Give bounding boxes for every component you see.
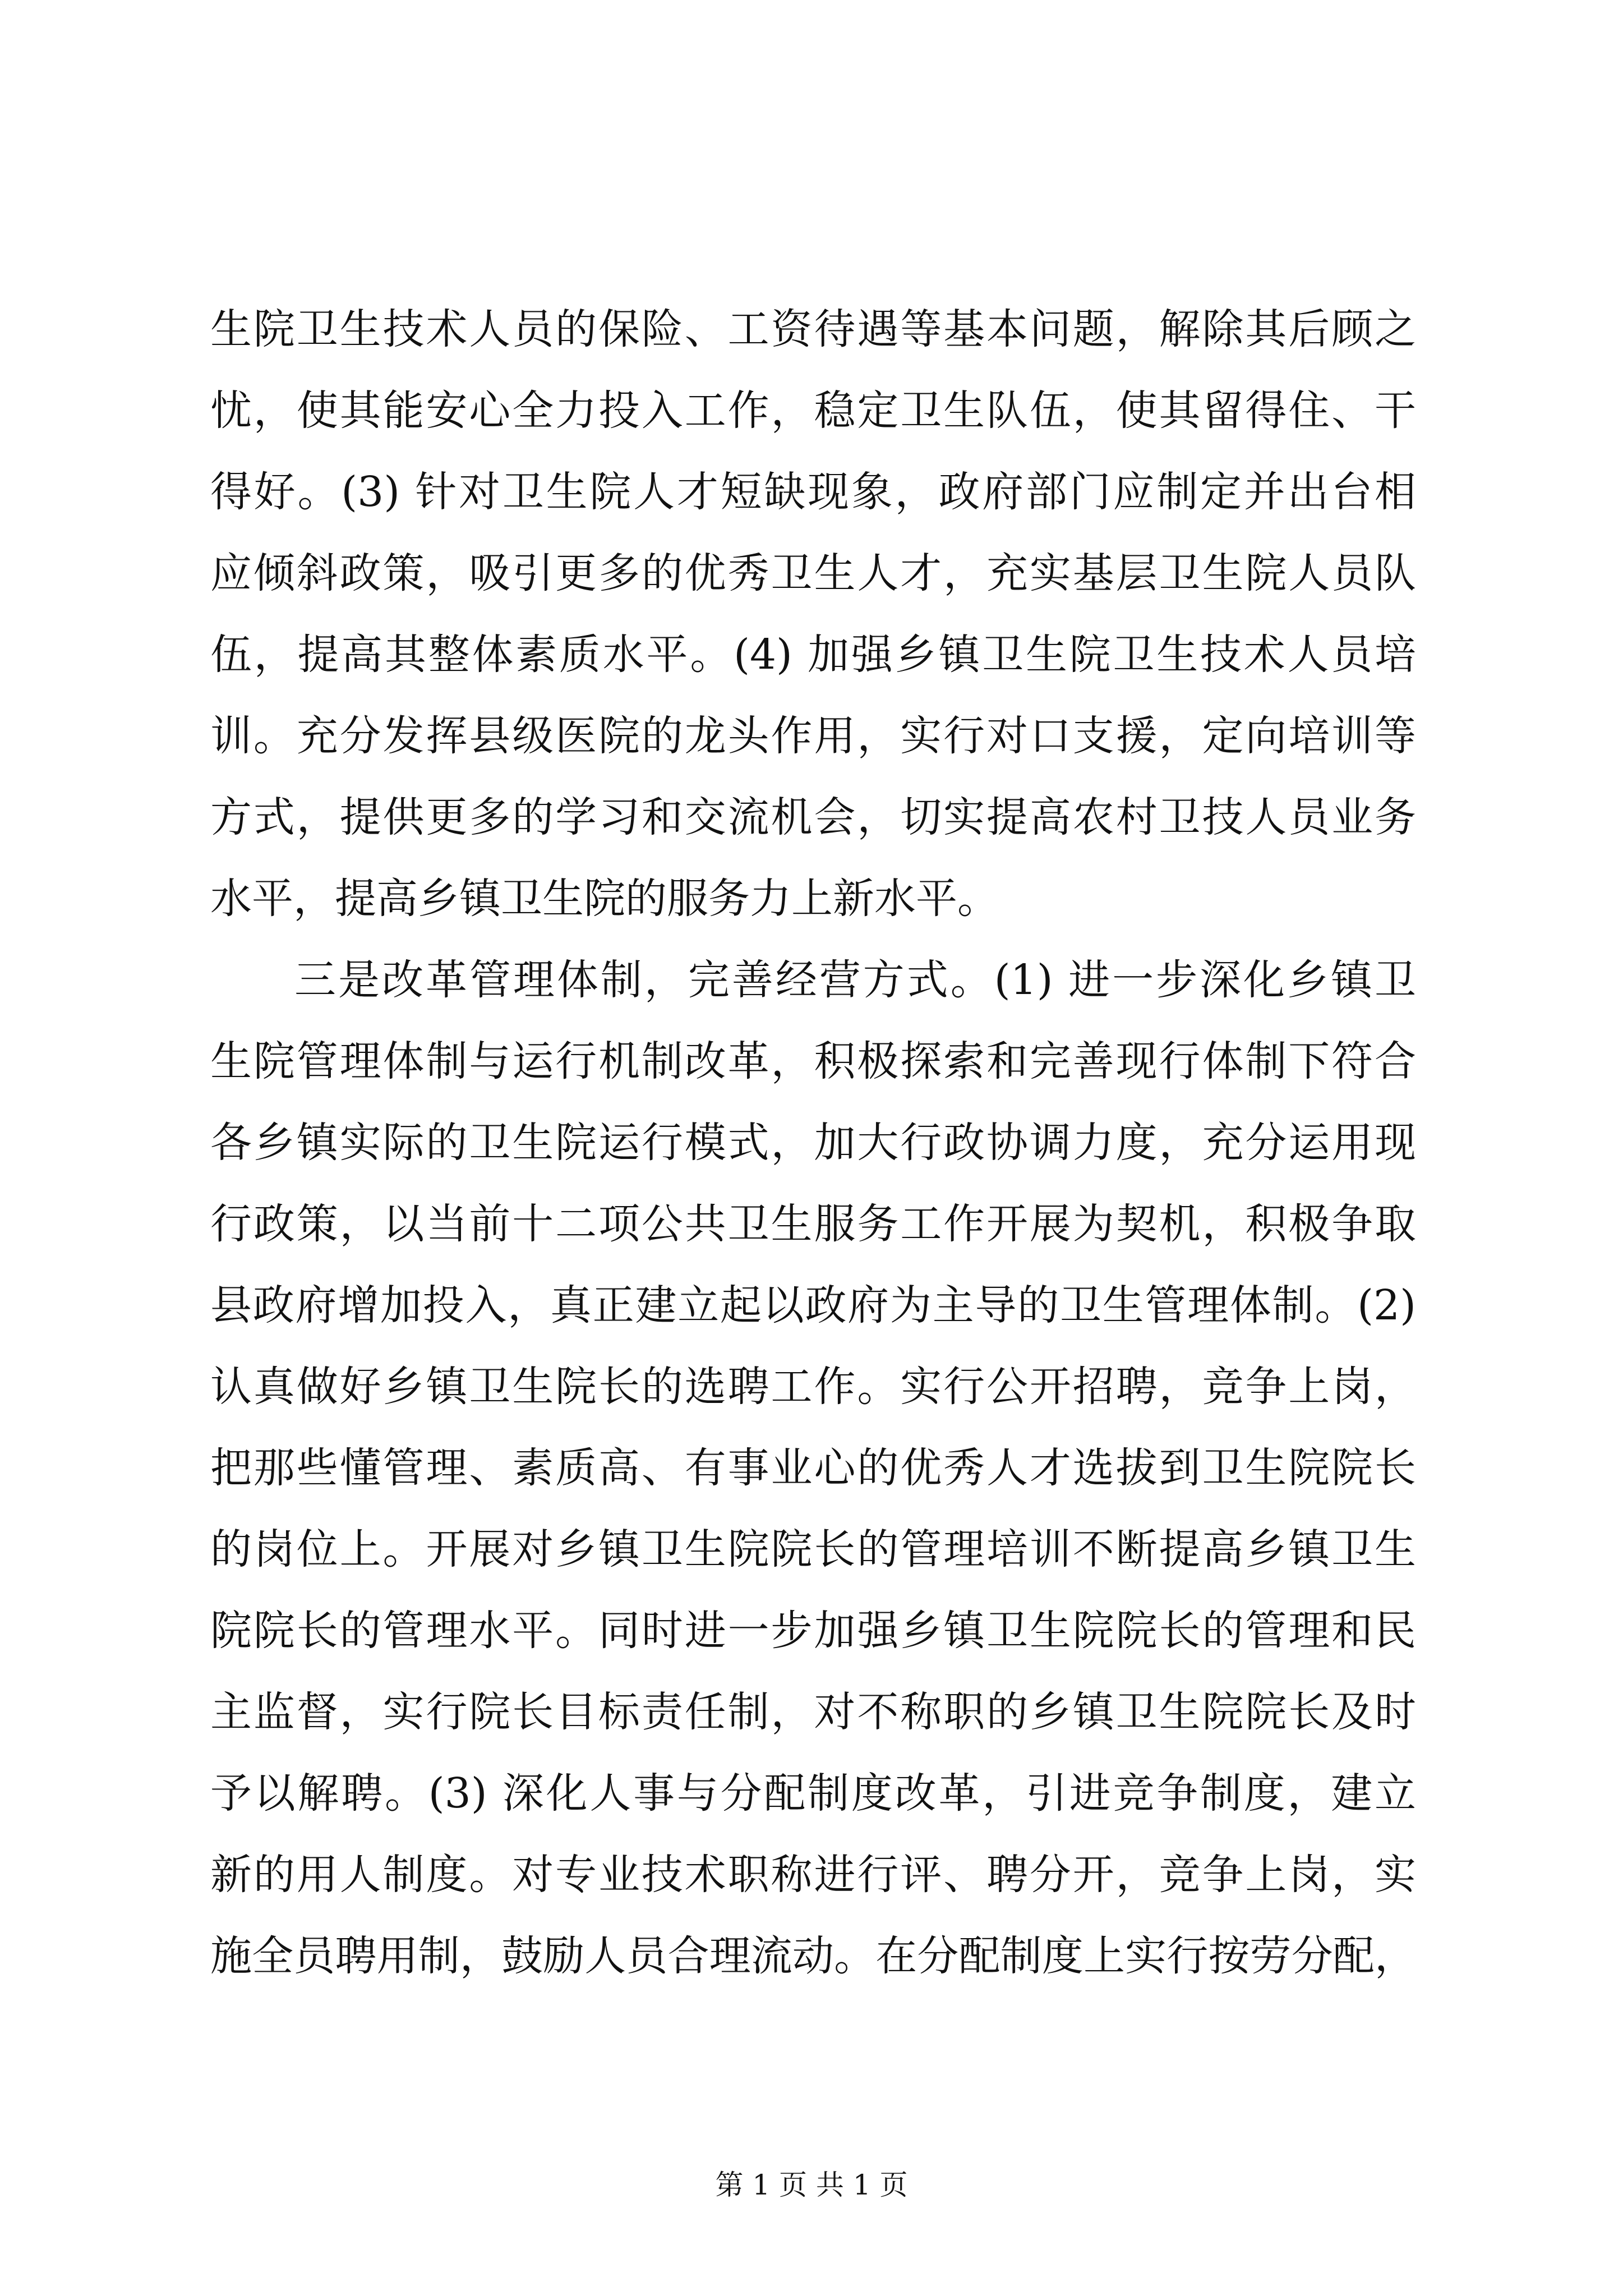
text-line: 各乡镇实际的卫生院运行模式，加大行政协调力度，充分运用现 xyxy=(210,1119,1416,1167)
text-line: 生院管理体制与运行机制改革，积极探索和完善现行体制下符合 xyxy=(210,1037,1416,1085)
text-line: 应倾斜政策，吸引更多的优秀卫生人才，充实基层卫生院人员队 xyxy=(210,549,1416,597)
text-line: 水平，提高乡镇卫生院的服务力上新水平。 xyxy=(210,875,999,923)
text-line: 生院卫生技术人员的保险、工资待遇等基本问题，解除其后顾之 xyxy=(210,305,1416,353)
text-line: 县政府增加投入，真正建立起以政府为主导的卫生管理体制。(2) xyxy=(210,1281,1416,1329)
page-number-footer: 第 1 页 共 1 页 xyxy=(715,2169,908,2201)
text-line: 训。充分发挥县级医院的龙头作用，实行对口支援，定向培训等 xyxy=(210,712,1416,760)
text-line: 的岗位上。开展对乡镇卫生院院长的管理培训不断提高乡镇卫生 xyxy=(210,1525,1416,1573)
text-line: 得好。(3) 针对卫生院人才短缺现象，政府部门应制定并出台相 xyxy=(210,468,1416,516)
text-line: 施全员聘用制，鼓励人员合理流动。在分配制度上实行按劳分配， xyxy=(210,1932,1416,1980)
text-line: 把那些懂管理、素质高、有事业心的优秀人才选拔到卫生院院长 xyxy=(210,1444,1416,1492)
text-line: 认真做好乡镇卫生院长的选聘工作。实行公开招聘，竞争上岗， xyxy=(210,1363,1416,1411)
text-line: 行政策，以当前十二项公共卫生服务工作开展为契机，积极争取 xyxy=(210,1200,1416,1248)
document-body xyxy=(210,289,1416,1997)
paragraph-start-line: 三是改革管理体制，完善经营方式。(1) 进一步深化乡镇卫 xyxy=(294,956,1416,1004)
text-line: 方式，提供更多的学习和交流机会，切实提高农村卫技人员业务 xyxy=(210,793,1416,841)
text-line: 主监督，实行院长目标责任制，对不称职的乡镇卫生院院长及时 xyxy=(210,1688,1416,1736)
text-line: 忧，使其能安心全力投入工作，稳定卫生队伍，使其留得住、干 xyxy=(210,386,1416,435)
text-line: 院院长的管理水平。同时进一步加强乡镇卫生院院长的管理和民 xyxy=(210,1607,1416,1655)
text-line: 予以解聘。(3) 深化人事与分配制度改革，引进竞争制度，建立 xyxy=(210,1769,1416,1818)
text-line: 新的用人制度。对专业技术职称进行评、聘分开，竞争上岗，实 xyxy=(210,1851,1416,1899)
text-line: 伍，提高其整体素质水平。(4) 加强乡镇卫生院卫生技术人员培 xyxy=(210,631,1416,679)
